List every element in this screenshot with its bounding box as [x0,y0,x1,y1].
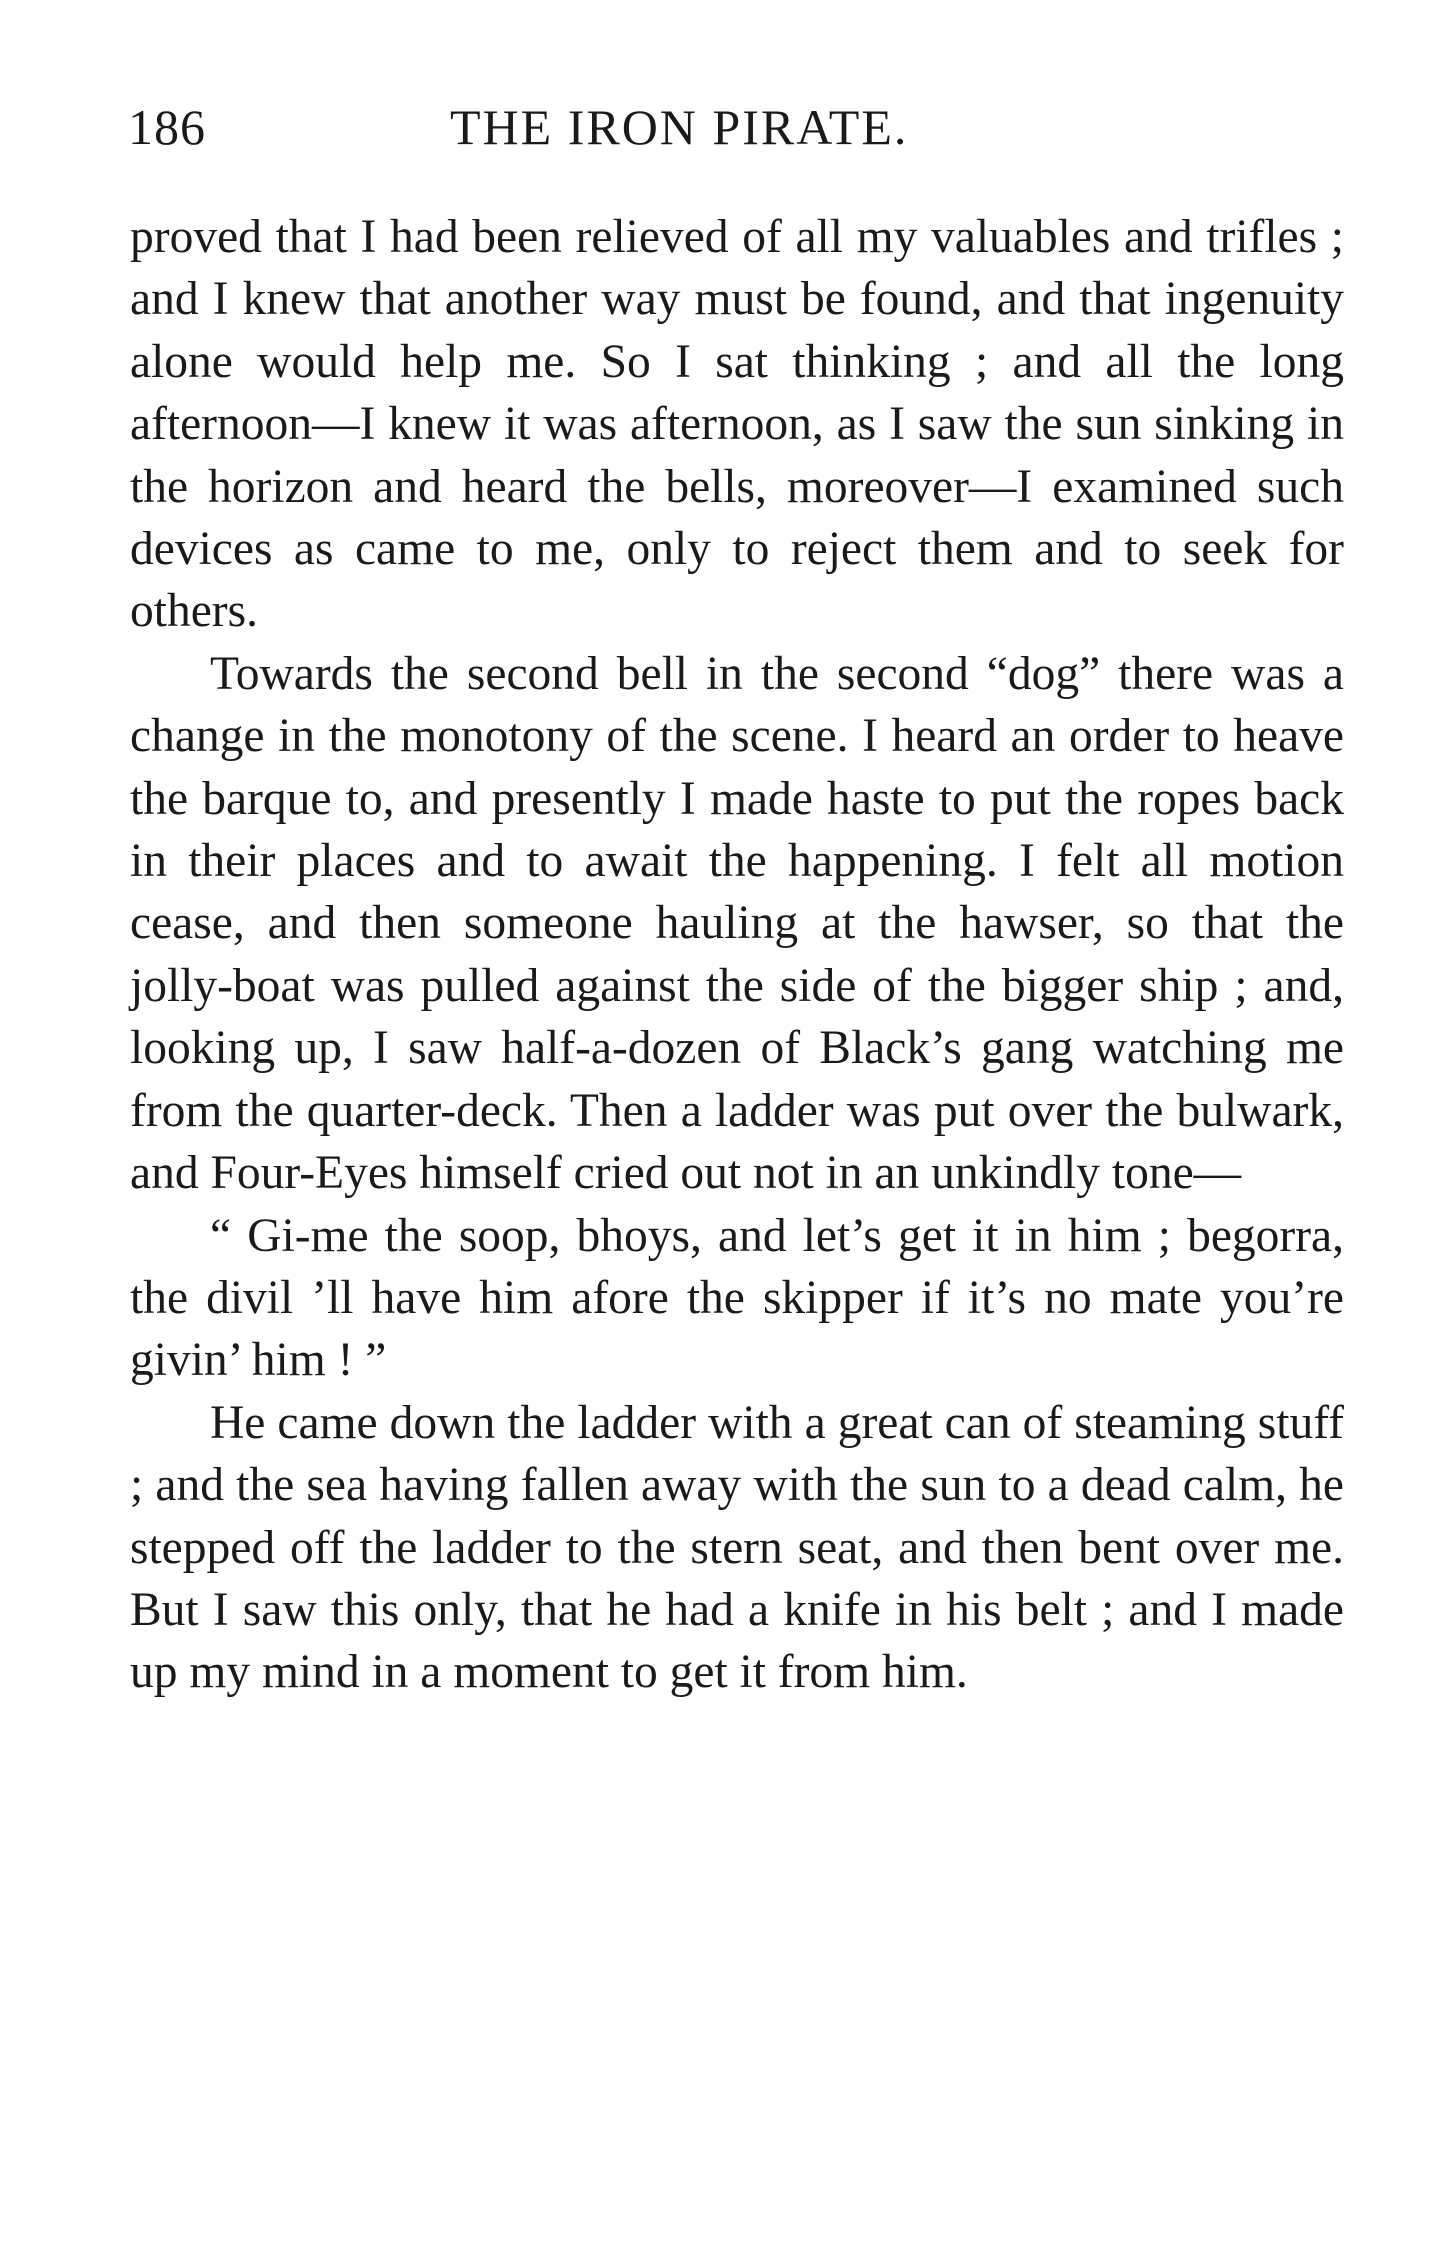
body-text [130,206,1344,1704]
running-title: THE IRON PIRATE. [450,99,909,155]
paragraph: proved that I had been relieved of all my valuables and trifles ; and I knew that another way must be found, and that ingenuity alone would help me. So I sat thinking ; and all the long afternoon—I knew it was afternoon, as I saw the sun sinking in the horizon and heard the bells, moreover—I examined such devices as came to me, only to reject them and to seek for others. [130,211,1344,638]
paragraph: Towards the second bell in the second “dog” there was a change in the monotony of the scene. I heard an order to heave the barque to, and presently I made haste to put the ropes back in their places and to await the happening. I felt all motion cease, and then someone hauling at the hawser, so that the jolly-boat was pulled against the side of the bigger ship ; and, looking up, I saw half-a-dozen of Black’s gang watching me from the quarter-deck. Then a ladder was put over the bulwark, and Four-Eyes himself cried out not in an unkindly tone— [130,647,1344,1200]
paragraph: “ Gi-me the soop, bhoys, and let’s get it in him ; begorra, the divil ’ll have him afore the skipper if it’s no mate you’re givin’ him ! ” [130,1209,1344,1387]
page-number: 186 [128,99,206,155]
paragraph: He came down the ladder with a great can of steaming stuff ; and the sea having fallen away with the sun to a dead calm, he stepped off the ladder to the stern seat, and then bent over me. But I saw this only, that he had a knife in his belt ; and I made up my mind in a moment to get it from him. [130,1396,1344,1699]
page-header [128,98,1344,168]
